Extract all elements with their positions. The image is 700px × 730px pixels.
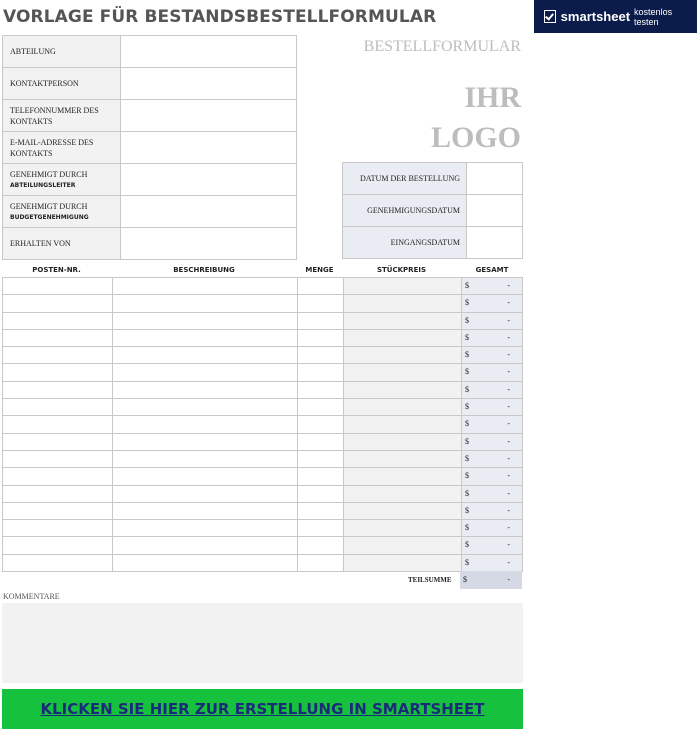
stueckpreis-cell[interactable] bbox=[344, 468, 462, 485]
beschreibung-cell[interactable] bbox=[113, 347, 298, 364]
gesamt-cell bbox=[462, 347, 523, 364]
col-header-posten: POSTEN-NR. bbox=[32, 266, 81, 274]
beschreibung-cell[interactable] bbox=[113, 468, 298, 485]
row-total-value: - bbox=[507, 540, 510, 550]
date-label: DATUM DER BESTELLUNG bbox=[343, 163, 467, 195]
gesamt-cell bbox=[462, 295, 523, 312]
posten-cell[interactable] bbox=[3, 502, 113, 519]
currency-symbol: $ bbox=[465, 281, 469, 290]
info-row bbox=[3, 228, 297, 260]
col-header-stueckpreis: STÜCKPREIS bbox=[376, 266, 426, 274]
stueckpreis-cell[interactable] bbox=[344, 485, 462, 502]
table-row bbox=[3, 399, 523, 416]
date-table bbox=[342, 162, 523, 259]
gesamt-cell bbox=[462, 312, 523, 329]
info-value-field[interactable] bbox=[121, 68, 297, 100]
row-total-value: - bbox=[507, 332, 510, 342]
gesamt-cell bbox=[462, 416, 523, 433]
gesamt-cell bbox=[462, 364, 523, 381]
row-total-value: - bbox=[507, 367, 510, 377]
menge-cell[interactable] bbox=[298, 433, 344, 450]
col-header-beschreibung: BESCHREIBUNG bbox=[173, 266, 235, 274]
date-value-field[interactable] bbox=[467, 227, 523, 259]
row-total-value: - bbox=[507, 315, 510, 325]
date-value-field[interactable] bbox=[467, 195, 523, 227]
currency-symbol: $ bbox=[465, 471, 469, 481]
info-value-field[interactable] bbox=[121, 164, 297, 196]
info-table bbox=[2, 35, 297, 260]
currency-symbol: $ bbox=[465, 505, 469, 515]
gesamt-cell bbox=[462, 329, 523, 346]
logo-line-2: LOGO bbox=[430, 121, 521, 154]
gesamt-cell bbox=[462, 537, 523, 554]
table-row bbox=[3, 485, 523, 502]
beschreibung-cell[interactable] bbox=[113, 537, 298, 554]
info-row bbox=[3, 36, 297, 68]
row-total-value: - bbox=[507, 281, 510, 290]
table-row bbox=[3, 433, 523, 450]
gesamt-cell bbox=[462, 520, 523, 537]
info-row bbox=[3, 164, 297, 196]
menge-cell[interactable] bbox=[298, 450, 344, 467]
row-total-value: - bbox=[507, 523, 510, 533]
subtotal-amount: - bbox=[507, 575, 510, 584]
date-label: GENEHMIGUNGSDATUM bbox=[343, 195, 467, 227]
menge-cell[interactable] bbox=[298, 485, 344, 502]
subtotal-currency: $ bbox=[463, 575, 467, 584]
info-label-text: ABTEILUNG bbox=[10, 47, 56, 56]
info-label-sub: BUDGETGENEHMIGUNG bbox=[10, 213, 89, 221]
table-row bbox=[3, 502, 523, 519]
stueckpreis-cell[interactable] bbox=[344, 381, 462, 398]
menge-cell[interactable] bbox=[298, 502, 344, 519]
form-label: BESTELLFORMULAR bbox=[363, 38, 521, 55]
info-label bbox=[3, 132, 121, 164]
info-row bbox=[3, 132, 297, 164]
gesamt-cell bbox=[462, 502, 523, 519]
beschreibung-cell[interactable] bbox=[113, 278, 298, 295]
beschreibung-cell[interactable] bbox=[113, 399, 298, 416]
currency-symbol: $ bbox=[465, 350, 469, 360]
menge-cell[interactable] bbox=[298, 295, 344, 312]
stueckpreis-cell[interactable] bbox=[344, 399, 462, 416]
info-label bbox=[3, 196, 121, 228]
gesamt-cell bbox=[462, 433, 523, 450]
menge-cell[interactable] bbox=[298, 520, 344, 537]
row-total-value: - bbox=[507, 384, 510, 394]
table-row bbox=[3, 468, 523, 485]
posten-cell[interactable] bbox=[3, 381, 113, 398]
posten-cell[interactable] bbox=[3, 329, 113, 346]
currency-symbol: $ bbox=[465, 453, 469, 463]
gesamt-cell bbox=[462, 399, 523, 416]
info-label-text: TELEFONNUMMER DES KONTAKTS bbox=[10, 105, 99, 126]
beschreibung-cell[interactable] bbox=[113, 381, 298, 398]
currency-symbol: $ bbox=[465, 488, 469, 498]
info-row bbox=[3, 196, 297, 228]
posten-cell[interactable] bbox=[3, 295, 113, 312]
stueckpreis-cell[interactable] bbox=[344, 554, 462, 571]
table-row bbox=[3, 329, 523, 346]
info-label bbox=[3, 164, 121, 196]
currency-symbol: $ bbox=[465, 436, 469, 446]
row-total-value: - bbox=[507, 557, 510, 567]
table-row bbox=[3, 520, 523, 537]
menge-cell[interactable] bbox=[298, 278, 344, 295]
beschreibung-cell[interactable] bbox=[113, 485, 298, 502]
info-label bbox=[3, 100, 121, 132]
info-row bbox=[3, 100, 297, 132]
table-row bbox=[3, 364, 523, 381]
gesamt-cell bbox=[462, 381, 523, 398]
gesamt-cell bbox=[462, 450, 523, 467]
currency-symbol: $ bbox=[465, 384, 469, 394]
stueckpreis-cell[interactable] bbox=[344, 433, 462, 450]
posten-cell[interactable] bbox=[3, 468, 113, 485]
row-total-value: - bbox=[507, 350, 510, 360]
row-total-value: - bbox=[507, 488, 510, 498]
table-row bbox=[3, 450, 523, 467]
stueckpreis-cell[interactable] bbox=[344, 520, 462, 537]
beschreibung-cell[interactable] bbox=[113, 312, 298, 329]
info-value-field[interactable] bbox=[121, 132, 297, 164]
currency-symbol: $ bbox=[465, 523, 469, 533]
info-label bbox=[3, 68, 121, 100]
stueckpreis-cell[interactable] bbox=[344, 329, 462, 346]
currency-symbol: $ bbox=[465, 298, 469, 308]
currency-symbol: $ bbox=[465, 367, 469, 377]
col-header-gesamt: GESAMT bbox=[475, 266, 509, 274]
row-total-value: - bbox=[507, 298, 510, 308]
posten-cell[interactable] bbox=[3, 399, 113, 416]
menge-cell[interactable] bbox=[298, 381, 344, 398]
stueckpreis-cell[interactable] bbox=[344, 537, 462, 554]
beschreibung-cell[interactable] bbox=[113, 433, 298, 450]
document-title: VORLAGE FÜR BESTANDSBESTELLFORMULAR bbox=[3, 7, 437, 27]
menge-cell[interactable] bbox=[298, 312, 344, 329]
posten-cell[interactable] bbox=[3, 537, 113, 554]
stueckpreis-cell[interactable] bbox=[344, 450, 462, 467]
table-row bbox=[3, 554, 523, 571]
stueckpreis-cell[interactable] bbox=[344, 295, 462, 312]
stueckpreis-cell[interactable] bbox=[344, 364, 462, 381]
currency-symbol: $ bbox=[465, 540, 469, 550]
posten-cell[interactable] bbox=[3, 364, 113, 381]
row-total-value: - bbox=[507, 402, 510, 412]
posten-cell[interactable] bbox=[3, 433, 113, 450]
table-row bbox=[3, 347, 523, 364]
info-label bbox=[3, 36, 121, 68]
menge-cell[interactable] bbox=[298, 329, 344, 346]
beschreibung-cell[interactable] bbox=[113, 520, 298, 537]
col-header-menge: MENGE bbox=[305, 266, 334, 274]
menge-cell[interactable] bbox=[298, 468, 344, 485]
posten-cell[interactable] bbox=[3, 450, 113, 467]
logo-line-1: IHR bbox=[464, 81, 521, 114]
beschreibung-cell[interactable] bbox=[113, 450, 298, 467]
stueckpreis-cell[interactable] bbox=[344, 278, 462, 295]
menge-cell[interactable] bbox=[298, 347, 344, 364]
beschreibung-cell[interactable] bbox=[113, 554, 298, 571]
currency-symbol: $ bbox=[465, 557, 469, 567]
row-total-value: - bbox=[507, 453, 510, 463]
menge-cell[interactable] bbox=[298, 554, 344, 571]
beschreibung-cell[interactable] bbox=[113, 329, 298, 346]
gesamt-cell bbox=[462, 485, 523, 502]
stueckpreis-cell[interactable] bbox=[344, 502, 462, 519]
smartsheet-logo-icon bbox=[544, 10, 556, 23]
date-row bbox=[343, 163, 523, 195]
currency-symbol: $ bbox=[465, 402, 469, 412]
info-value-field[interactable] bbox=[121, 36, 297, 68]
posten-cell[interactable] bbox=[3, 554, 113, 571]
gesamt-cell bbox=[462, 554, 523, 571]
table-row bbox=[3, 381, 523, 398]
currency-symbol: $ bbox=[465, 419, 469, 429]
table-row bbox=[3, 312, 523, 329]
items-table bbox=[2, 277, 523, 572]
beschreibung-cell[interactable] bbox=[113, 295, 298, 312]
info-value-field[interactable] bbox=[121, 196, 297, 228]
menge-cell[interactable] bbox=[298, 416, 344, 433]
row-total-value: - bbox=[507, 471, 510, 481]
info-label-text: E-MAIL-ADRESSE DES KONTAKTS bbox=[10, 137, 94, 158]
info-label-sub: ABTEILUNGSLEITER bbox=[10, 181, 76, 189]
posten-cell[interactable] bbox=[3, 416, 113, 433]
comments-field[interactable] bbox=[2, 603, 523, 683]
brand-name: smartsheet bbox=[560, 9, 631, 24]
row-total-value: - bbox=[507, 505, 510, 515]
currency-symbol: $ bbox=[465, 315, 469, 325]
row-total-value: - bbox=[507, 419, 510, 429]
posten-cell[interactable] bbox=[3, 278, 113, 295]
beschreibung-cell[interactable] bbox=[113, 364, 298, 381]
comments-label: KOMMENTARE bbox=[3, 592, 60, 601]
table-row bbox=[3, 295, 523, 312]
date-row bbox=[343, 227, 523, 259]
beschreibung-cell[interactable] bbox=[113, 416, 298, 433]
table-row bbox=[3, 278, 523, 295]
posten-cell[interactable] bbox=[3, 520, 113, 537]
stueckpreis-cell[interactable] bbox=[344, 416, 462, 433]
info-label-text: GENEHMIGT DURCH bbox=[10, 169, 88, 179]
posten-cell[interactable] bbox=[3, 312, 113, 329]
stueckpreis-cell[interactable] bbox=[344, 312, 462, 329]
date-value-field[interactable] bbox=[467, 163, 523, 195]
date-row bbox=[343, 195, 523, 227]
posten-cell[interactable] bbox=[3, 347, 113, 364]
info-label-text: KONTAKTPERSON bbox=[10, 79, 79, 88]
date-label: EINGANGSDATUM bbox=[343, 227, 467, 259]
menge-cell[interactable] bbox=[298, 364, 344, 381]
brand-cta: kostenlos testen bbox=[634, 6, 673, 27]
menge-cell[interactable] bbox=[298, 537, 344, 554]
table-row bbox=[3, 537, 523, 554]
create-in-smartsheet-link[interactable]: KLICKEN SIE HIER ZUR ERSTELLUNG IN SMARTSHEET bbox=[2, 689, 523, 729]
posten-cell[interactable] bbox=[3, 485, 113, 502]
table-row bbox=[3, 416, 523, 433]
info-label-text: ERHALTEN VON bbox=[10, 239, 71, 248]
info-label bbox=[3, 228, 121, 260]
info-value-field[interactable] bbox=[121, 100, 297, 132]
subtotal-label: TEILSUMME bbox=[408, 576, 452, 584]
menge-cell[interactable] bbox=[298, 399, 344, 416]
info-value-field[interactable] bbox=[121, 228, 297, 260]
row-total-value: - bbox=[507, 436, 510, 446]
gesamt-cell bbox=[462, 468, 523, 485]
logo-placeholder bbox=[431, 78, 521, 158]
beschreibung-cell[interactable] bbox=[113, 502, 298, 519]
info-row bbox=[3, 68, 297, 100]
smartsheet-trial-link[interactable] bbox=[534, 0, 697, 33]
subtotal-value bbox=[460, 571, 522, 589]
info-label-text: GENEHMIGT DURCH bbox=[10, 201, 88, 211]
gesamt-cell bbox=[462, 278, 523, 295]
currency-symbol: $ bbox=[465, 332, 469, 342]
stueckpreis-cell[interactable] bbox=[344, 347, 462, 364]
